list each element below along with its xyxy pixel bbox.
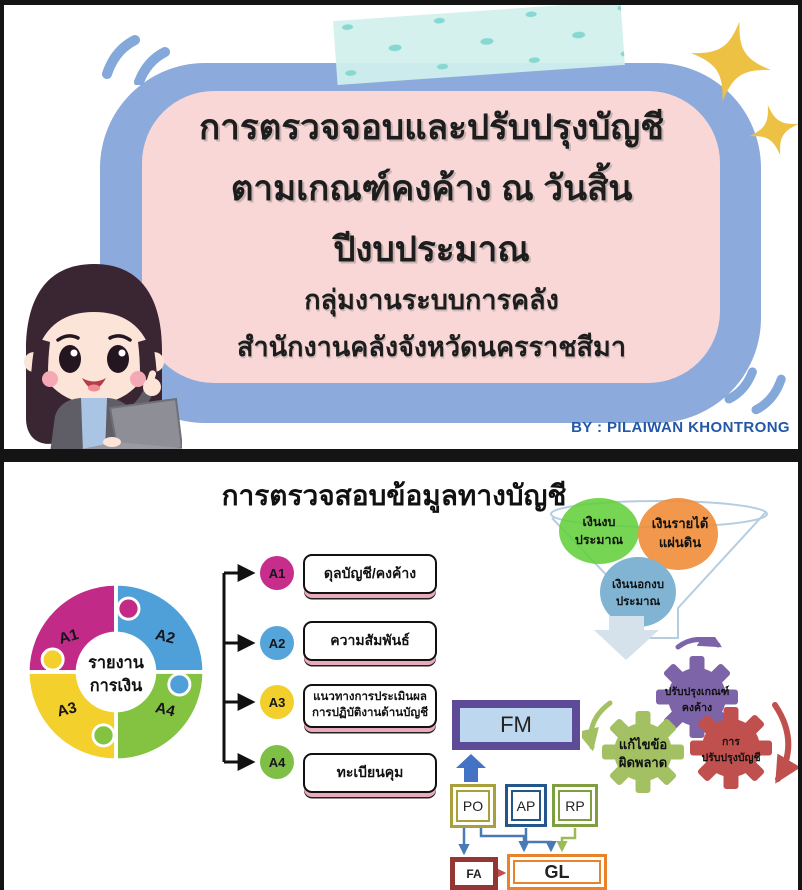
note-box-a3 (303, 684, 437, 728)
up-arrow-to-fm (456, 754, 486, 782)
note-a2-text: ความสัมพันธ์ (330, 632, 410, 648)
title-line-1: การตรวจจอบและปรับปรุงบัญชี (198, 108, 664, 147)
badge-a1: A1 (260, 556, 294, 590)
funnel-circle-budget (559, 498, 639, 564)
gear3-text2: ปรับปรุงบัญชี (701, 752, 761, 764)
slide2-title: การตรวจสอบข้อมูลทางบัญชี (221, 480, 567, 511)
gear-account-adjust (690, 707, 772, 789)
puzzle-ring-diagram (20, 576, 212, 768)
bracket-arrows (218, 562, 264, 777)
funnel-text-budget-1: เงินงบ (582, 515, 616, 529)
gear2-text2: ผิดพลาด (618, 755, 668, 770)
puzzle-label-a3: A3 (55, 699, 79, 721)
puzzle-label-a1: A1 (56, 626, 81, 648)
quote-dashes-top-left (95, 30, 175, 85)
slide1-title (144, 97, 719, 280)
purple-curved-arrow (678, 639, 718, 647)
note-box-a1 (303, 554, 437, 594)
gear-fix-errors (602, 711, 684, 793)
note-box-a2 (303, 621, 437, 661)
subtitle-line-2: สำนักงานคลังจังหวัดนครราชสีมา (237, 332, 626, 362)
ap-system-box: AP (505, 784, 547, 827)
diagram-slide (4, 462, 798, 890)
note-a4-text: ทะเบียนคุม (336, 764, 404, 780)
puzzle-center-line2: การเงิน (89, 677, 143, 696)
note-a1-text: ดุลบัญชี/คงค้าง (323, 565, 417, 581)
gl-system-box: GL (507, 854, 607, 890)
red-curved-arrow (775, 705, 788, 779)
funnel-text-budget-2: ประมาณ (574, 533, 624, 547)
gear3-text1: การ (722, 736, 740, 748)
subtitle-line-1: กลุ่มงานระบบการคลัง (304, 285, 559, 315)
note-a3-text-line1: แนวทางการประเมินผล (313, 691, 427, 704)
puzzle-label-a2: A2 (153, 626, 177, 648)
rp-system-box: RP (552, 784, 598, 827)
fm-system-box: FM (452, 700, 580, 750)
badge-a4: A4 (260, 745, 294, 779)
title-line-2: ตามเกณฑ์คงค้าง ณ วันสิ้นปีงบประมาณ (230, 169, 633, 269)
gears-diagram (582, 637, 798, 809)
note-box-a4 (303, 753, 437, 793)
puzzle-center-line1: รายงาน (88, 654, 144, 673)
fa-system-box: FA (450, 857, 498, 890)
green-curved-arrow (591, 703, 610, 747)
badge-a3: A3 (260, 685, 294, 719)
slide1-subtitle (144, 277, 719, 371)
puzzle-label-a4: A4 (153, 699, 177, 721)
title-slide (4, 5, 798, 449)
quote-dashes-bottom-right (720, 365, 792, 423)
po-system-box: PO (450, 784, 496, 828)
funnel-text-revenue-2: แผ่นดิน (658, 535, 702, 550)
gear2-text1: แก้ไขข้อ (618, 737, 668, 752)
cartoon-woman-with-laptop (6, 258, 182, 449)
badge-a2: A2 (260, 626, 294, 660)
funnel-text-offbudget-1: เงินนอกงบ (611, 579, 665, 591)
funnel-text-revenue-1: เงินรายได้ (651, 516, 709, 531)
gear1-text1: ปรับปรุงเกณฑ์ (664, 686, 730, 698)
funnel-text-offbudget-2: ประมาณ (615, 596, 661, 608)
gear1-text2: คงค้าง (681, 702, 713, 714)
author-credit: BY : PILAIWAN KHONTRONG (571, 419, 790, 436)
note-a3-text-line2: การปฏิบัติงานด้านบัญชี (311, 707, 428, 719)
